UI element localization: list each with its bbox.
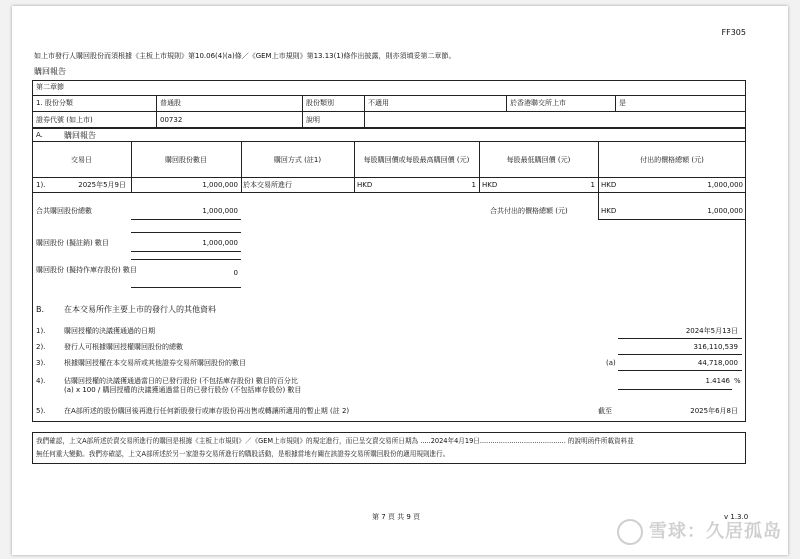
share-class-label: 1. 股份分類 — [36, 99, 73, 107]
b2-index: 2). — [36, 343, 46, 351]
row-low-currency: HKD — [482, 181, 498, 189]
b3-text: 根據購回授權在本交易所或其他證券交易所購回股份的數目 — [64, 359, 246, 367]
total-paid-currency: HKD — [601, 207, 617, 215]
col-header-method: 購回方式 (註1) — [273, 156, 322, 164]
treasury-shares-value: 0 — [233, 269, 238, 277]
cancel-shares-value: 1,000,000 — [202, 239, 238, 247]
col-header-high-price: 每股購回價或每股最高購回價 (元) — [363, 156, 470, 164]
chapter-label: 第二章節 — [36, 83, 64, 91]
b5-text: 在A部所述的股份購回後再進行任何新股發行或庫存股份再出售或轉讓所適用的暫止期 (註 2) — [64, 407, 350, 415]
row-shares: 1,000,000 — [202, 181, 238, 189]
total-shares-label: 合共購回股份總數 — [36, 207, 92, 215]
page-number: 第 7 頁 共 9 頁 — [372, 513, 421, 521]
row-method: 於本交易所進行 — [243, 181, 292, 189]
col-header-total-paid: 付出的價格總額 (元) — [640, 156, 704, 164]
share-class-value: 普通股 — [160, 99, 181, 107]
b1-text: 購回授權的決議獲通過的日期 — [64, 327, 155, 335]
b4-value: 1.4146 — [705, 377, 730, 385]
row-date: 2025年5月9日 — [78, 181, 126, 189]
total-shares-value: 1,000,000 — [202, 207, 238, 215]
description-label: 說明 — [306, 116, 320, 124]
part-a-letter: A. — [36, 131, 43, 139]
share-type-label: 股份類別 — [306, 99, 334, 107]
confirmation-line-2: 無任何重大變動。我們亦確認，上文A部所述於另一家證券交易所進行的購股活動，是根據當地有關在該證券交易所購回股份的適用規則進行。 — [36, 450, 450, 458]
share-type-value: 不適用 — [368, 99, 389, 107]
col-header-low-price: 每股最低購回價 (元) — [506, 156, 571, 164]
treasury-shares-label: 購回股份 (擬持作庫存股份) 數目 — [36, 266, 137, 274]
b2-text: 發行人可根據購回授權購回股份的總數 — [64, 343, 183, 351]
row-index: 1). — [36, 181, 46, 189]
b1-value: 2024年5月13日 — [685, 327, 738, 335]
version-label: v 1.3.0 — [724, 513, 749, 521]
col-header-shares: 購回股份數目 — [165, 156, 207, 164]
row-low-value: 1 — [590, 181, 595, 189]
b4-unit: % — [734, 377, 741, 385]
row-high-value: 1 — [471, 181, 476, 189]
stock-code-label: 證券代號 (如上市) — [36, 116, 93, 124]
row-total-value: 1,000,000 — [707, 181, 743, 189]
total-paid-value: 1,000,000 — [707, 207, 743, 215]
col-header-date: 交易日 — [71, 156, 92, 164]
b4-text: 佔購回授權的決議獲通過當日的已發行股份 (不包括庫存股份) 數目的百分比 — [64, 377, 298, 385]
b3-value: 44,718,000 — [697, 359, 738, 367]
b2-value: 316,110,539 — [693, 343, 738, 351]
stock-code-value: 00732 — [160, 116, 183, 124]
listed-value: 是 — [619, 99, 626, 107]
part-b-letter: B. — [36, 305, 45, 314]
total-paid-label: 合共付出的價格總額 (元) — [490, 207, 568, 215]
b4-index: 4). — [36, 377, 46, 385]
b5-index: 5). — [36, 407, 46, 415]
b4-text-formula: (a) x 100 / 購回授權的決議獲通過當日的已發行股份 (不包括庫存股份) 數目 — [64, 386, 302, 394]
listed-label: 於香港聯交所上市 — [510, 99, 566, 107]
row-high-currency: HKD — [357, 181, 373, 189]
b5-value: 2025年6月8日 — [690, 407, 738, 415]
document-page — [12, 6, 788, 555]
row-total-currency: HKD — [601, 181, 617, 189]
form-code: FF305 — [721, 28, 746, 37]
intro-text: 如上市發行人購回股份而須根據《主板上市規則》第10.06(4)(a)條／《GEM上市規則》第13.13(1)條作出披露，則亦須填妥第二章節。 — [34, 52, 456, 60]
section-title: 購回報告 — [34, 67, 66, 76]
part-b-title: 在本交易所作主要上市的發行人的其他資料 — [64, 305, 216, 314]
cancel-shares-label: 購回股份 (擬註銷) 數目 — [36, 239, 109, 247]
confirmation-line-1: 我們確認，上文A部所述於賣交易所進行的購回是根據《主板上市規則》／《GEM上市規則》的規定進行，而已呈交賣交易所日期為 .....2024年4月19日......................................... 的說明函件所載資料並 — [36, 437, 634, 445]
watermark-text: 雪球：久居孤岛 — [649, 521, 782, 542]
b5-tag: 截至 — [598, 407, 612, 415]
part-a-title: 購回報告 — [64, 131, 96, 140]
b3-index: 3). — [36, 359, 46, 367]
watermark — [617, 517, 782, 545]
b1-index: 1). — [36, 327, 46, 335]
snowball-logo-icon — [617, 519, 643, 545]
b3-tag: (a) — [606, 359, 616, 367]
info-table — [32, 80, 746, 128]
